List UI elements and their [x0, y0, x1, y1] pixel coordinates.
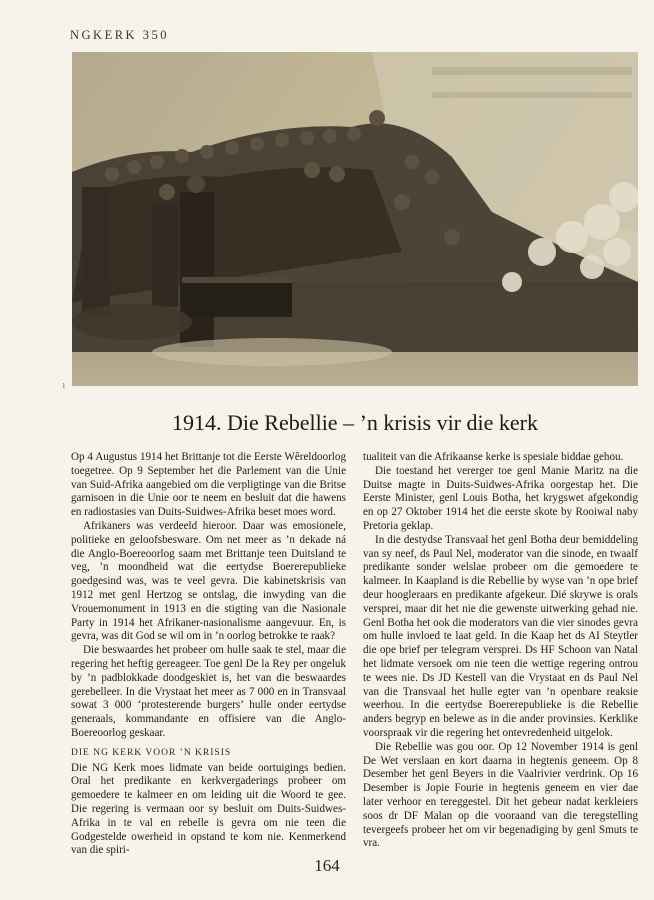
paragraph: Die Rebellie was gou oor. Op 12 November 1914 is genl De Wet verslaan en kort daarna in hegtenis geneem. Op 8 Desember het genl Beyers in die Vaalrivier verdrink. Op 16 Desember is Jopie Fourie in hegtenis geneem en vier dae later verhoor en tereggestel. Dit het gebeur nadat kerkleiers soos dr DF Malan op die vooraand van die teregstelling tevergeefs probeer het om vir begenadiging by genl Smuts te vra.	[363, 740, 638, 850]
page-number: 164	[314, 856, 340, 875]
paragraph: Op 4 Augustus 1914 het Brittanje tot die Eerste Wêreldoorlog toegetree. Op 9 September het die Parlement van die Unie van Suid-Afrika aangebied om die verpligtinge van die Britse garnisoen in die Unie oor te neem en besluit dat die hawens en radiostasies van Duits-Suidwes-Afrika beset moes word.	[71, 451, 346, 519]
paragraph: Die beswaardes het probeer om hulle saak te stel, maar die regering het heftig gereageer. Toe genl De la Rey per ongeluk by ’n padblokkade doodgeskiet is, het van die beswaardes gerebelleer. In die Vrystaat het meer as 7 000 en in Transvaal sowat 3 000 ‘protesterende burgers’ hulle onder eertydse generaals, kommandante en offisiere van die Anglo-Boereoorlog geskaar.	[71, 644, 346, 739]
paragraph: In die destydse Transvaal het genl Botha deur bemiddeling van sy neef, ds Paul Nel, moderator van die sinode, en twaalf predikante sonder welslae probeer om die gemoedere te kalmeer. In Kaapland is die Rebellie by wyse van ’n ope brief deur hoogleraars en predikante afgekeur. Dié skrywe is orals versprei, maar dit het nie die gewenste uitwerking gehad nie. Genl Botha het ook die moderators van die vier sinodes gevra om hulle invloed te laat geld. In die Kaap het ds AI Steytler die ope brief per telegram versprei. Ds HF Schoon van Natal het lidmate versoek om nie teen die wettige regering ontrou te wees nie. Ds JD Kestell van die Vrystaat en ds Paul Nel van die Transvaal het hulle egter van ’n openbare reaksie weerhou. In die eertydse Boererepublieke is die Rebellie anders begryp en belewe as in die ander provinsies. Kerklike voorspraak vir die regering het ontevredenheid uitgelok.	[363, 533, 638, 739]
paragraph: Die NG Kerk moes lidmate van beide oortuigings bedien. Oral het predikante en kerkvergaderings probeer om gemoedere te kalmeer en om leiding uit die Woord te gee. Die regering is vermaan oor sy besluit om Duits-Suidwes-Afrika in te val en rebelle is gevra om nie teen die Godgestelde owerheid in opstand te kom nie. Kenmerkend van die spiri-	[71, 761, 346, 857]
article-title: 1914. Die Rebellie – ’n krisis vir die kerk	[172, 410, 538, 435]
photo-icon	[72, 52, 638, 386]
right-column	[363, 451, 638, 851]
running-header: NGKERK 350	[70, 28, 169, 42]
figure-number: 1	[62, 382, 66, 390]
paragraph: Die toestand het vererger toe genl Manie Maritz na die Duitse magte in Duits-Suidwes-Afrika oorgestap het. Die Eerste Minister, genl Louis Botha, het krygswet afgekondig en op 27 Oktober 1914 het die eerste skote by Rooiwal naby Pretoria geklap.	[363, 464, 638, 532]
left-column	[71, 451, 346, 858]
paragraph: Afrikaners was verdeeld hieroor. Daar was emosionele, politieke en geloofsbesware. Om net meer as ’n dekade ná die Anglo-Boereoorlog saam met Brittanje teen Duitsland te veg, ’n moondheid wat die eertydse Boererepublieke goedgesind was, was te veel gevra. Die kabinetskrisis van 1912 met genl Hertzog se ontslag, die inwyding van die Vrouemonument in 1913 en die stigting van die Nasionale Party in 1914 het Afrikaner-nasionalisme aangevuur. En, is gevra, was dit God se wil om in ’n oorlog betrokke te raak?	[71, 519, 346, 643]
historical-photo	[72, 52, 638, 386]
paragraph: tualiteit van die Afrikaanse kerke is spesiale biddae gehou.	[363, 451, 624, 463]
section-subheading: DIE NG KERK VOOR ’N KRISIS	[71, 747, 232, 758]
